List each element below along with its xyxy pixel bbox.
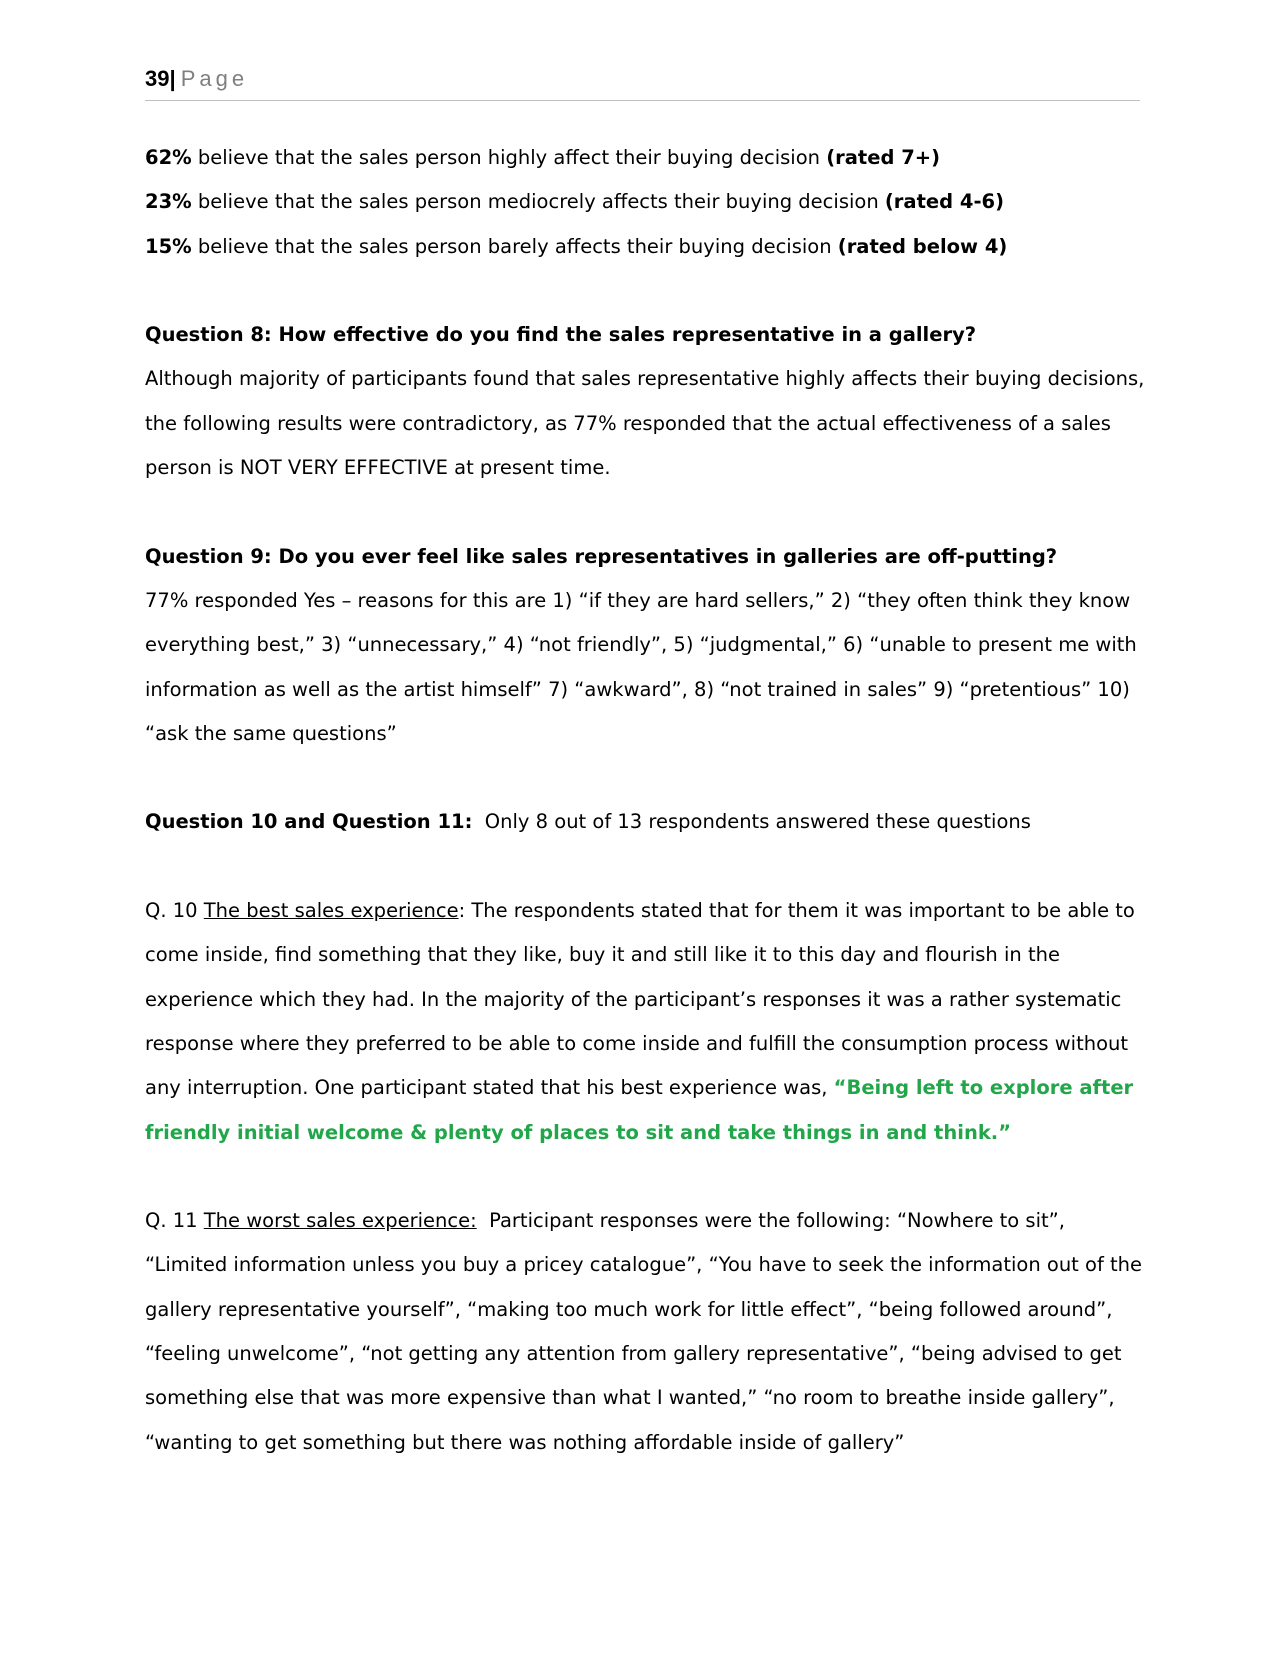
page-word: Page	[180, 66, 249, 91]
stat-text: believe that the sales person mediocrely affects their buying decision	[191, 190, 885, 214]
page-number: 39	[145, 66, 170, 91]
page-content	[145, 136, 1149, 1465]
stat-line	[145, 225, 1145, 269]
q10-body: : The respondents stated that for them it was important to be able to come inside, find something that they like, buy it and still like it to this day and flourish in the experience which they had. In the majority of the participant’s responses it was a rather systematic response where they preferred to be able to come inside and fulfill the consumption process without any interruption. One participant stated that his best experience was,	[145, 899, 1135, 1100]
stat-percent: 62%	[145, 146, 192, 169]
q10-label: The best sales experience	[203, 899, 459, 923]
q11-prefix: Q. 11	[145, 1209, 204, 1233]
question-10-11-heading: Question 10 and Question 11:	[145, 810, 473, 834]
q10-prefix: Q. 10	[145, 899, 204, 923]
q10-quote: “Being left to explore after friendly initial welcome & plenty of places to sit and take things in and think.”	[145, 1076, 1134, 1144]
stat-rating: (rated 4-6)	[884, 190, 1005, 214]
question-8-body: Although majority of participants found that sales representative highly affects their buying decisions, the following results were contradictory, as 77% responded that the actual effectiveness of a sales person is NOT VERY EFFECTIVE at present time.	[145, 367, 1145, 480]
stat-percent: 23%	[145, 190, 192, 214]
question-9-heading: Question 9: Do you ever feel like sales representatives in galleries are off-putting?	[145, 544, 1058, 568]
q11-label: The worst sales experience:	[203, 1209, 477, 1233]
stat-text: believe that the sales person barely affects their buying decision	[191, 234, 838, 258]
q11-body: Participant responses were the following: “Nowhere to sit”, “Limited information unless you buy a pricey catalogue”, “You have to seek the information out of the gallery representative yourself”, “making too much work for little effect”, “being followed around”, “feeling unwelcome”, “not getting any attention from gallery representative”, “being advised to get something else that was more expensive than what I wanted,” “no room to breathe inside gallery”, “wanting to get something but there was nothing affordable inside of gallery”	[145, 1209, 1149, 1454]
stat-text: believe that the sales person highly affect their buying decision	[191, 146, 827, 169]
question-10-11-line	[145, 800, 1145, 844]
page-header	[145, 66, 1140, 101]
stat-rating: (rated below 4)	[837, 234, 1008, 258]
stat-percent: 15%	[145, 234, 192, 258]
stat-rating: (rated 7+)	[826, 146, 941, 169]
stat-line	[145, 180, 1145, 224]
stat-line	[145, 136, 1145, 180]
question-8-heading: Question 8: How effective do you find the sales representative in a gallery?	[145, 323, 977, 347]
question-10-11-text: Only 8 out of 13 respondents answered these questions	[484, 810, 1031, 834]
question-10-paragraph	[145, 889, 1145, 1155]
header-separator: |	[169, 66, 176, 91]
question-11-paragraph	[145, 1199, 1149, 1465]
question-9-body: 77% responded Yes – reasons for this are 1) “if they are hard sellers,” 2) “they often think they know everything best,” 3) “unnecessary,” 4) “not friendly”, 5) “judgmental,” 6) “unable to present me with information as well as the artist himself” 7) “awkward”, 8) “not trained in sales” 9) “pretentious” 10) “ask the same questions”	[145, 588, 1137, 745]
